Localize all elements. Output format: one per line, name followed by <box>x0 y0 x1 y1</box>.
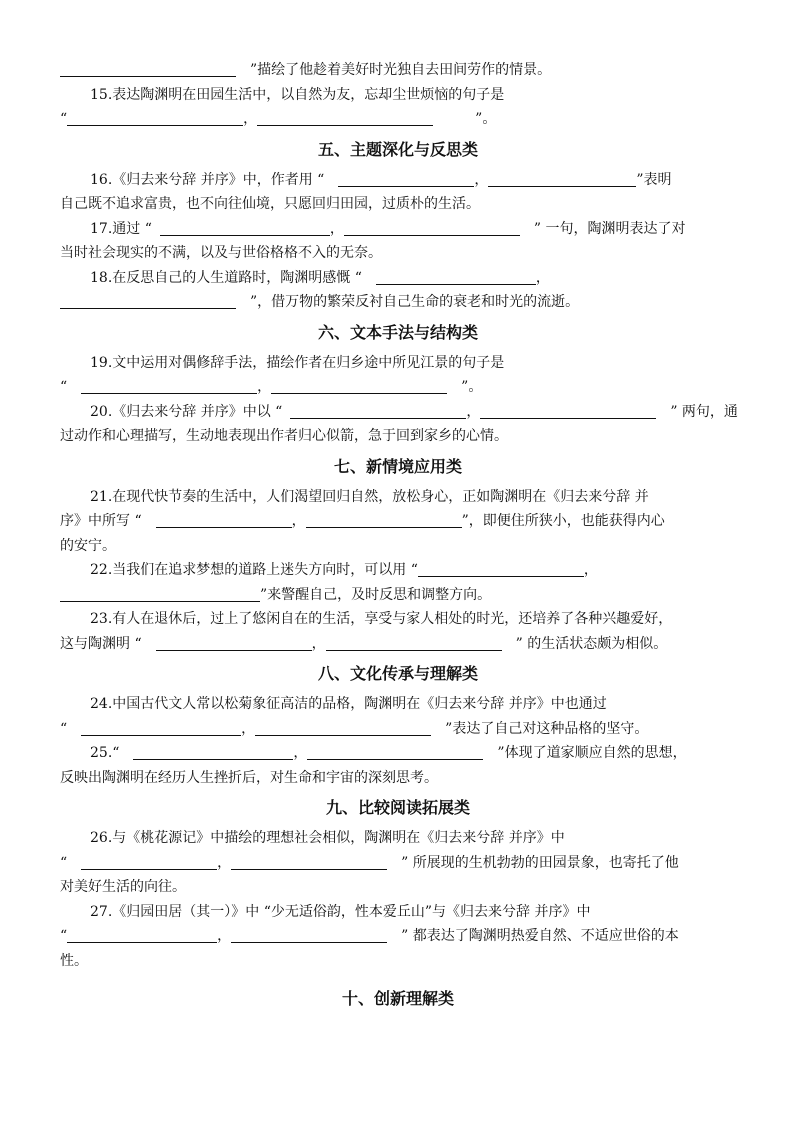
answer-blank[interactable] <box>81 376 257 394</box>
answer-blank[interactable] <box>60 584 260 602</box>
question-21-line3: 的安宁。 <box>60 537 116 554</box>
question-16: 16.《归去来兮辞 并序》中，作者用 “ ， ”表明 <box>60 168 736 193</box>
question-23: 23.有人在退休后，过上了悠闲自在的生活，享受与家人相处的时光，还培养了各种兴趣爱好， <box>90 611 673 627</box>
section-heading-7: 七、新情境应用类 <box>333 456 462 476</box>
question-24-line2: “ ， ”表达了自己对这种品格的坚守。 <box>60 717 736 742</box>
section-heading-8: 八、文化传承与理解类 <box>317 664 478 683</box>
answer-blank[interactable] <box>488 169 636 187</box>
question-16-line2: 自己既不追求富贵，也不向往仙境，只愿回归田园，过质朴的生活。 <box>60 196 480 212</box>
question-14-tail: ”描绘了他趁着美好时光独自去田间劳作的情景。 <box>60 58 736 83</box>
answer-blank[interactable] <box>81 852 217 870</box>
answer-blank[interactable] <box>257 108 433 126</box>
answer-blank[interactable] <box>156 633 312 651</box>
answer-blank[interactable] <box>271 376 447 394</box>
question-27-line3: 性。 <box>60 952 88 969</box>
question-17-line2: 当时社会现实的不满，以及与世俗格格不入的无奈。 <box>60 245 382 261</box>
answer-blank[interactable] <box>67 108 243 126</box>
answer-blank[interactable] <box>480 401 656 419</box>
question-25-line2: 反映出陶渊明在经历人生挫折后，对生命和宇宙的深刻思考。 <box>60 769 438 786</box>
question-18: 18.在反思自己的人生道路时，陶渊明感慨 “ ， <box>60 266 736 291</box>
question-23-line2: 这与陶渊明 “ ， ” 的生活状态颇为相似。 <box>60 632 736 657</box>
question-21-line2: 序》中所写 “ ， ”，即便住所狭小，也能获得内心 <box>60 509 736 534</box>
section-heading-6: 六、文本手法与结构类 <box>317 322 478 342</box>
question-18-line2: ”，借万物的繁荣反衬自己生命的衰老和时光的流逝。 <box>60 290 736 315</box>
answer-blank[interactable] <box>307 742 483 760</box>
answer-blank[interactable] <box>376 267 536 285</box>
question-22-line2: ”来警醒自己，及时反思和调整方向。 <box>60 583 736 608</box>
answer-blank[interactable] <box>255 718 431 736</box>
answer-blank[interactable] <box>338 169 474 187</box>
question-24: 24.中国古代文人常以松菊象征高洁的品格，陶渊明在《归去来兮辞 并序》中也通过 <box>90 696 607 712</box>
section-heading-10: 十、创新理解类 <box>341 989 454 1008</box>
worksheet-page <box>60 58 736 1017</box>
answer-blank[interactable] <box>60 59 236 77</box>
question-19-answer: “ ， ”。 <box>60 375 736 400</box>
answer-blank[interactable] <box>418 559 584 577</box>
answer-blank[interactable] <box>156 510 292 528</box>
question-26-line2: “ ， ” 所展现的生机勃勃的田园景象，也寄托了他 <box>60 851 736 876</box>
question-27-line2: “ ， ” 都表达了陶渊明热爱自然、不适应世俗的本 <box>60 924 736 949</box>
section-heading-5: 五、主题深化与反思类 <box>317 139 478 159</box>
question-20: 20.《归去来兮辞 并序》中以 “ ， ” 两句，通 <box>60 400 736 425</box>
answer-blank[interactable] <box>290 401 466 419</box>
answer-blank[interactable] <box>67 925 217 943</box>
answer-blank[interactable] <box>344 218 520 236</box>
question-15-answer: “ ， ”。 <box>60 107 736 132</box>
question-26: 26.与《桃花源记》中描绘的理想社会相似，陶渊明在《归去来兮辞 并序》中 <box>90 830 565 846</box>
question-22: 22.当我们在追求梦想的道路上迷失方向时，可以用 “ ， <box>60 558 736 583</box>
answer-blank[interactable] <box>81 718 241 736</box>
answer-blank[interactable] <box>231 925 387 943</box>
answer-blank[interactable] <box>60 291 236 309</box>
question-17: 17.通过 “ ， ” 一句，陶渊明表达了对 <box>60 217 736 242</box>
question-15: 15.表达陶渊明在田园生活中，以自然为友，忘却尘世烦恼的句子是 <box>90 86 505 103</box>
question-21: 21.在现代快节奏的生活中，人们渴望回归自然，放松身心，正如陶渊明在《归去来兮辞 并 <box>90 488 649 505</box>
question-19: 19.文中运用对偶修辞手法，描绘作者在归乡途中所见江景的句子是 <box>90 354 505 371</box>
question-26-line3: 对美好生活的向往。 <box>60 879 186 895</box>
answer-blank[interactable] <box>133 742 293 760</box>
answer-blank[interactable] <box>326 633 502 651</box>
answer-blank[interactable] <box>306 510 462 528</box>
question-27: 27.《归园田居（其一）》中 “少无适俗韵，性本爱丘山”与《归去来兮辞 并序》中 <box>90 903 591 920</box>
answer-blank[interactable] <box>231 852 387 870</box>
answer-blank[interactable] <box>160 218 330 236</box>
question-25: 25.“ ， ”体现了道家顺应自然的思想， <box>60 741 736 766</box>
section-heading-9: 九、比较阅读拓展类 <box>325 798 470 817</box>
question-20-line2: 过动作和心理描写，生动地表现出作者归心似箭，急于回到家乡的心情。 <box>60 428 508 444</box>
